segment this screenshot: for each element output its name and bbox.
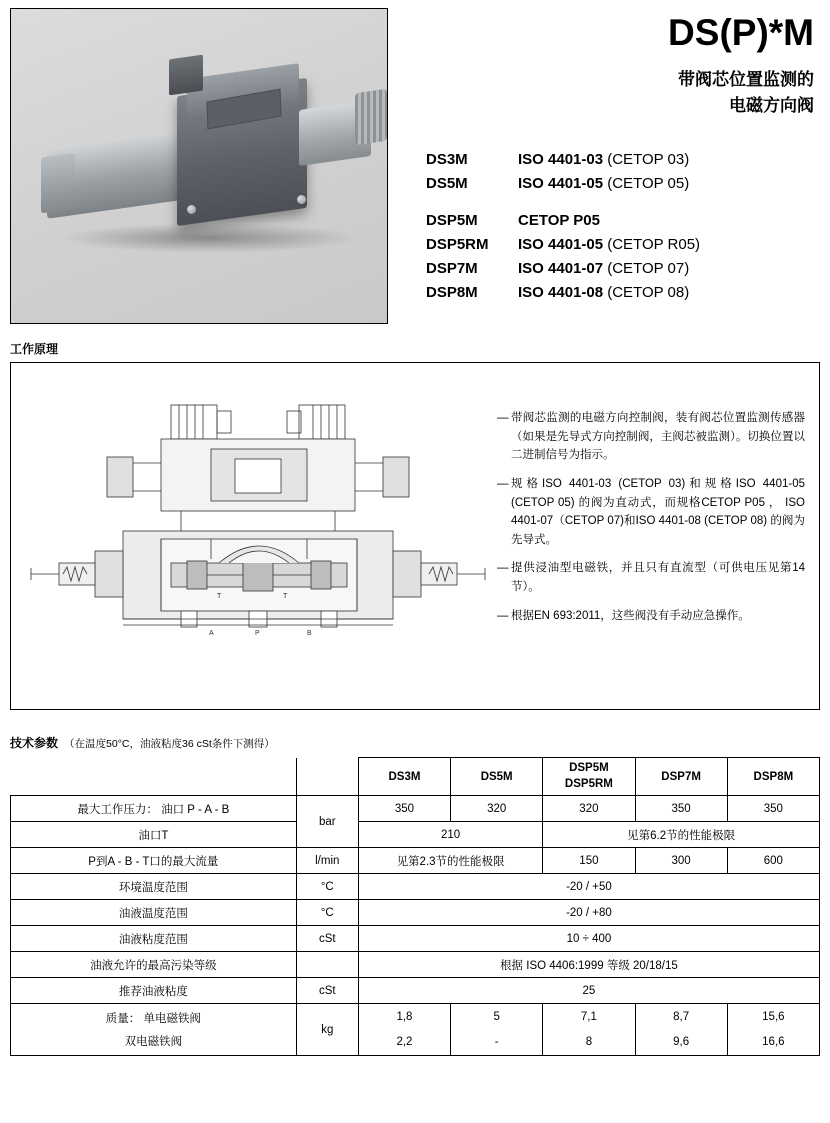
model-group-gap [426, 197, 820, 209]
cell-value: 350 [727, 796, 819, 822]
page-title: DS(P)*M [668, 12, 814, 53]
row-unit: cSt [296, 926, 358, 952]
header-empty-unit [296, 758, 358, 796]
bullet-text: 提供浸油型电磁铁，并且只有直流型（可供电压见第14节）。 [511, 562, 805, 593]
cell-value: 见第6.2节的性能极限 [543, 822, 820, 848]
model-standard-bold: ISO 4401-07 [518, 260, 604, 278]
model-code: DS5M [426, 175, 468, 193]
row-label: 质量： 单电磁铁阀 [11, 1004, 297, 1030]
table-header-row [11, 758, 820, 796]
cell-value: 350 [635, 796, 727, 822]
cell-value: 350 [358, 796, 450, 822]
model-row [426, 281, 820, 305]
column-header-dsp5m-line2: DSP5RM [564, 777, 613, 790]
model-row [426, 148, 820, 172]
row-label: 双电磁铁阀 [11, 1030, 297, 1056]
column-header-dsp5m-line1: DSP5M [569, 762, 609, 774]
cell-value: 300 [635, 848, 727, 874]
cell-value: 8,7 [635, 1004, 727, 1030]
model-standard [518, 281, 689, 305]
table-row-fluid-temp [11, 900, 820, 926]
page-subtitle-line1: 带阀芯位置监测的 [678, 70, 814, 89]
row-label: 最大工作压力： 油口 P - A - B [11, 796, 297, 822]
tech-data-heading [10, 734, 830, 751]
model-list [406, 148, 820, 306]
page-subtitle [406, 67, 820, 118]
table-row-recommended-viscosity [11, 978, 820, 1004]
model-standard [518, 148, 689, 172]
header-empty-label [11, 758, 297, 796]
bullet-dash-icon: — [497, 412, 509, 424]
valve-bolt [187, 205, 196, 214]
column-header-ds5m: DS5M [451, 758, 543, 796]
table-row-max-flow [11, 848, 820, 874]
model-row [426, 257, 820, 281]
working-principle-box [10, 362, 820, 710]
table-row-max-pressure-pab [11, 796, 820, 822]
column-header-dsp5m [543, 758, 635, 796]
column-header-dsp8m: DSP8M [727, 758, 819, 796]
column-header-ds3m: DS3M [358, 758, 450, 796]
bullet-text: 根据EN 693:2011，这些阀没有手动应急操作。 [511, 609, 750, 622]
cell-value: 2,2 [358, 1030, 450, 1056]
table-row-contamination [11, 952, 820, 978]
cell-value: -20 / +80 [358, 900, 819, 926]
row-label: 推荐油液粘度 [11, 978, 297, 1004]
model-standard [518, 233, 700, 257]
row-label: 油液粘度范围 [11, 926, 297, 952]
model-standard-bold: ISO 4401-05 [518, 175, 604, 193]
valve-schematic-drawing [11, 363, 491, 709]
cell-value: 150 [543, 848, 635, 874]
model-standard-rest: (CETOP 07) [603, 260, 690, 278]
cell-value: 10 ÷ 400 [358, 926, 819, 952]
cell-value: -20 / +50 [358, 874, 819, 900]
model-standard-bold: ISO 4401-03 [518, 151, 604, 168]
row-unit [296, 952, 358, 978]
cell-value: - [451, 1030, 543, 1056]
tech-data-note: （在温度50°C，油液粘度36 cSt条件下测得） [64, 738, 275, 750]
model-row [426, 233, 820, 257]
model-standard-rest: (CETOP 05) [603, 175, 690, 193]
bullet-dash-icon: — [497, 562, 509, 575]
bullet-text: 带阀芯监测的电磁方向控制阀，装有阀芯位置监测传感器（如果是先导式方向控制阀，主阀芯被监测）。切换位置以二进制信号为指示。 [511, 412, 805, 462]
cell-value: 320 [451, 796, 543, 822]
row-unit: kg [296, 1004, 358, 1056]
cell-value: 8 [543, 1030, 635, 1056]
cell-value: 9,6 [635, 1030, 727, 1056]
model-standard-bold: CETOP P05 [518, 211, 600, 229]
working-principle-heading: 工作原理 [10, 342, 59, 356]
principle-bullet [497, 475, 805, 550]
valve-bolt [297, 195, 306, 204]
cell-value: 根据 ISO 4406:1999 等级 20/18/15 [358, 952, 819, 978]
photo-shadow [59, 223, 359, 253]
table-row-ambient-temp [11, 874, 820, 900]
technical-data-table [10, 757, 820, 1056]
bullet-dash-icon: — [497, 477, 509, 490]
port-label-a: A [209, 630, 214, 637]
principle-bullet-list [491, 363, 819, 709]
row-unit: l/min [296, 848, 358, 874]
cell-value: 25 [358, 978, 819, 1004]
port-label-t2: T [283, 593, 288, 600]
header-section [0, 0, 830, 324]
model-code: DSP7M [426, 260, 478, 278]
row-label: 环境温度范围 [11, 874, 297, 900]
title-block [388, 8, 820, 324]
principle-bullet [497, 559, 805, 596]
port-label-p: P [255, 630, 260, 637]
schematic-svg [11, 363, 491, 709]
principle-bullet [497, 607, 805, 626]
cell-value: 5 [451, 1004, 543, 1030]
row-label: P到A - B - T口的最大流量 [11, 848, 297, 874]
table-row-mass-single [11, 1004, 820, 1030]
column-header-dsp7m: DSP7M [635, 758, 727, 796]
row-unit: bar [296, 796, 358, 848]
model-row [426, 209, 820, 233]
valve-coil-right [355, 89, 387, 145]
model-standard-rest: (CETOP 08) [603, 284, 690, 302]
model-standard-bold: ISO 4401-05 [518, 235, 604, 253]
model-standard [518, 257, 689, 281]
row-unit: cSt [296, 978, 358, 1004]
cell-value: 210 [358, 822, 542, 848]
bullet-text: 规格ISO 4401-03 (CETOP 03)和规格ISO 4401-05 (CETOP 05) 的阀为直动式，而规格CETOP P05 ， ISO 4401-07（CETOP 07)和ISO 4401-08 (CETOP 08) 的阀为先导式。 [511, 477, 805, 546]
model-row [426, 172, 820, 196]
cell-value: 1,8 [358, 1004, 450, 1030]
model-code: DSP5RM [426, 235, 489, 253]
page-subtitle-line2: 电磁方向阀 [729, 95, 814, 115]
principle-bullet [497, 409, 805, 465]
model-code: DSP5M [426, 211, 478, 229]
model-code: DS3M [426, 151, 468, 168]
row-unit: °C [296, 900, 358, 926]
cell-value: 16,6 [727, 1030, 819, 1056]
cell-value: 15,6 [727, 1004, 819, 1030]
model-standard-rest: (CETOP 03) [603, 151, 690, 168]
cell-value: 7,1 [543, 1004, 635, 1030]
table-row-max-pressure-t [11, 822, 820, 848]
valve-position-sensor [169, 55, 203, 96]
bullet-dash-icon: — [497, 609, 509, 622]
row-label: 油液温度范围 [11, 900, 297, 926]
photo-background [11, 9, 387, 323]
model-standard [518, 209, 600, 233]
port-label-b: B [307, 630, 312, 637]
cell-value: 320 [543, 796, 635, 822]
tech-data-title: 技术参数 [10, 736, 59, 750]
row-unit: °C [296, 874, 358, 900]
valve-solenoid-left-cap [41, 153, 75, 214]
row-label: 油口T [11, 822, 297, 848]
table-row-mass-double [11, 1030, 820, 1056]
table-row-fluid-viscosity-range [11, 926, 820, 952]
model-standard-rest: (CETOP R05) [603, 235, 701, 253]
product-photo [10, 8, 388, 324]
model-code: DSP8M [426, 284, 478, 302]
cell-value: 600 [727, 848, 819, 874]
model-standard-bold: ISO 4401-08 [518, 284, 604, 302]
cell-value: 见第2.3节的性能极限 [358, 848, 542, 874]
port-label-t: T [217, 593, 222, 600]
model-standard [518, 172, 689, 196]
row-label: 油液允许的最高污染等级 [11, 952, 297, 978]
